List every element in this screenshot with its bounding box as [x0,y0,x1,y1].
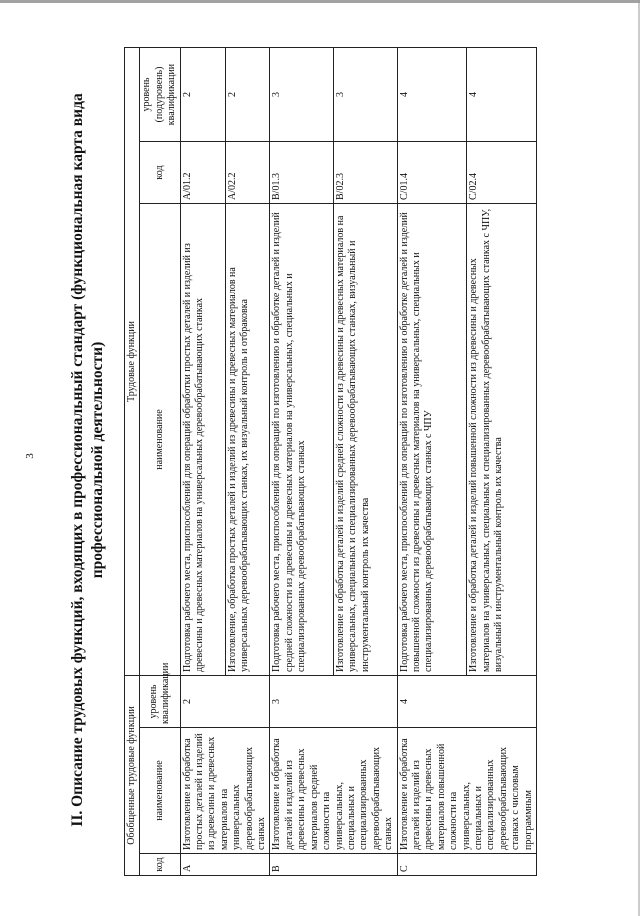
function-level: 3 [334,48,398,142]
function-level: 2 [180,48,225,142]
table-row [270,48,334,876]
function-name: Изготовление, обработка простых деталей и изделий из древесины и древесных материалов на универсальных деревообрабатывающих станках, их визуальный контроль и отбраковка [225,204,270,676]
section-title [68,40,116,880]
function-code: C/02.4 [467,142,537,204]
header-name: наименование [140,728,180,854]
function-name: Подготовка рабочего места, приспособлений для операций по изготовлению и обработке деталей и изделий повышенной сложности из древесины и древесных материалов на универсальных, специальных и специализированных деревообрабатывающих станках с ЧПУ [397,204,467,676]
group-code: B [270,854,397,876]
group-level: 2 [180,676,270,728]
function-name: Подготовка рабочего места, приспособлений для операций обработки простых деталей и изделий из древесины и древесных материалов на универсальных деревообрабатывающих станках [180,204,225,676]
function-name: Изготовление и обработка деталей и изделий повышенной сложности из древесины и древесных материалов на универсальных, специальных и специализированных деревообрабатывающих станках с ЧПУ, визуальный и инструментальный контроль их качества [467,204,537,676]
table-row [397,48,467,876]
function-level: 4 [397,48,467,142]
function-level: 4 [467,48,537,142]
function-code: A/01.2 [180,142,225,204]
header-level: уровень квалификации [140,676,180,728]
group-code: A [180,854,270,876]
functional-map-table [124,47,537,876]
function-level: 2 [225,48,270,142]
function-level: 3 [270,48,334,142]
header-code: код [140,854,180,876]
header-function-name: наименование [140,204,180,676]
function-name: Изготовление и обработка деталей и изделий средней сложности из древесины и древесных материалов на универсальных, специальных и специализированных деревообрабатывающих станках, визуальный и инструментальный контроль их качества [334,204,398,676]
function-code: B/01.3 [270,142,334,204]
group-name: Изготовление и обработка деталей и изделий из древесины и древесных материалов повышенной сложности на универсальных, специальных и специализированных деревообрабатывающих станках с числовым программным [397,728,536,854]
function-name: Подготовка рабочего места, приспособлений для операций по изготовлению и обработке деталей и изделий средней сложности из древесины и древесных материалов на универсальных, специальных и специализированных деревообрабатывающих станках [270,204,334,676]
rotated-content [68,40,538,880]
function-code: B/02.3 [334,142,398,204]
section-title-line-1: II. Описание трудовых функций, входящих в профессиональный стандарт (функциональная карта вида [69,93,86,827]
group-level: 3 [270,676,397,728]
header-generalized-functions: Обобщенные трудовые функции [125,676,140,876]
function-code: A/02.2 [225,142,270,204]
header-function-level: уровень (подуровень) квалификации [140,48,180,142]
group-name: Изготовление и обработка деталей и изделий из древесины и древесных материалов средней сложности на универсальных, специальных и специализированных деревообрабатывающих станках [270,728,397,854]
function-code: C/01.4 [397,142,467,204]
header-function-code: код [140,142,180,204]
table-row [180,48,225,876]
group-name: Изготовление и обработка простых деталей и изделий из древесины и древесных материалов на универсальных деревообрабатывающих станках [180,728,270,854]
group-level: 4 [397,676,536,728]
scan-edge-top [0,0,640,3]
group-code: C [397,854,536,876]
section-title-line-2: профессиональной деятельности) [89,341,106,579]
header-labor-functions: Трудовые функции [125,48,140,676]
page-number: 3 [24,453,36,459]
